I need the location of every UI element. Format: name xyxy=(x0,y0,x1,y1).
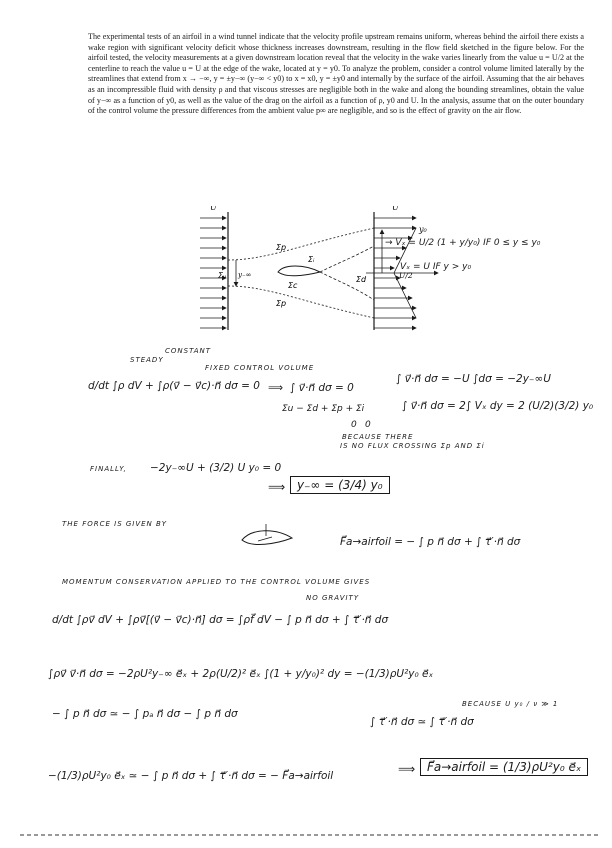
no-gravity-annotation: NO GRAVITY xyxy=(306,594,360,602)
label-sigma-u: Σᵤ xyxy=(218,271,227,280)
zero-term-b: 0 xyxy=(365,420,371,430)
momentum-flux-equation: ∫ρv⃗ v⃗·n⃗ dσ = −2ρU²y₋∞ e⃗ₓ + 2ρ(U/2)² e⃗ₓ ∫(1 + y/y₀)² dy = −(1/3)ρU²y₀ e⃗ₓ xyxy=(48,668,434,680)
constant-annotation: CONSTANT xyxy=(165,347,212,355)
because-note-2: IS NO FLUX CROSSING Σp AND Σi xyxy=(340,442,485,450)
label-y-minus-inf: y₋∞ xyxy=(238,271,252,279)
momentum-label: MOMENTUM CONSERVATION APPLIED TO THE CONTROL VOLUME GIVES xyxy=(62,578,371,586)
steady-annotation: STEADY xyxy=(130,356,164,364)
because-note-1: BECAUSE THERE xyxy=(342,433,414,441)
pressure-equation: − ∫ p n⃗ dσ ≃ − ∫ pₐ n⃗ dσ − ∫ p n⃗ dσ xyxy=(52,708,238,720)
force-label: THE FORCE IS GIVEN BY xyxy=(62,520,167,528)
velocity-profile-outer: Vₓ = U IF y > y₀ xyxy=(400,262,472,272)
wake-boundary xyxy=(320,246,374,300)
mass-conservation-equation: d/dt ∫ρ dV + ∫ρ(v⃗ − v⃗c)·n⃗ dσ = 0 xyxy=(88,380,260,392)
drag-result: F⃗a→airfoil = (1/3)ρU²y₀ e⃗ₓ xyxy=(420,758,588,776)
finally-label: FINALLY, xyxy=(90,465,127,473)
velocity-profile-wake: → Vₓ = U/2 (1 + y/y₀) IF 0 ≤ y ≤ y₀ xyxy=(385,238,541,248)
finally-equation: −2y₋∞U + (3/2) U y₀ = 0 xyxy=(150,462,282,474)
scan-artifact-line xyxy=(0,828,612,842)
force-equation: F⃗a→airfoil = − ∫ p n⃗ dσ + ∫ τ⃗′·n⃗ dσ xyxy=(340,536,521,548)
upstream-flux-equation: ∫ v⃗·n⃗ dσ = −U ∫dσ = −2y₋∞U xyxy=(396,373,551,385)
label-y0: y₀ xyxy=(419,225,427,234)
final-momentum-equation: −(1/3)ρU²y₀ e⃗ₓ ≃ − ∫ p n⃗ dσ + ∫ τ⃗′·n⃗ dσ = − F⃗a→airfoil xyxy=(48,770,334,782)
label-U-right: U xyxy=(392,206,399,212)
label-sigma-c: Σc xyxy=(288,281,298,290)
label-sigma-p-bottom: Σp xyxy=(276,299,287,308)
label-sigma-i: Σᵢ xyxy=(308,255,315,264)
downstream-flux-equation: ∫ v⃗·n⃗ dσ = 2∫ Vₓ dy = 2 (U/2)(3/2) y₀ xyxy=(402,400,594,412)
implies-arrow-1: ⟹ xyxy=(268,382,284,394)
label-sigma-p-top: Σp xyxy=(276,243,287,252)
result-y-minus-inf: y₋∞ = (3/4) y₀ xyxy=(290,476,390,494)
fixed-cv-annotation: FIXED CONTROL VOLUME xyxy=(205,364,315,372)
mass-surfaces: Σu − Σd + Σp + Σi xyxy=(282,404,365,414)
airfoil xyxy=(278,266,320,276)
zero-term-a: 0 xyxy=(351,420,357,430)
problem-statement: The experimental tests of an airfoil in a wind tunnel indicate that the velocity profile upstream remains uniform, whereas behind the airfoil there exists a wake region with significant velocity deficit whose thickness increases downstream, resulting in the flow field sketched in the figure below. For the airfoil tested, the velocity measurements at a given downstream location reveal that the velocity in the wake varies linearly from the value u = U/2 at the centerline to reach the value u = U at the edge of the wake, located at y = y0. To analyze the problem, consider a control volume limited laterally by the streamlines that extend from x → −∞, y = ±y−∞ (y−∞ < y0) to x = x0, y = ±y0 and internally by the surface of the airfoil. Assuming that the air behaves as an incompressible fluid with density ρ and that viscous stresses are negligible both in the wake and along the bounding streamlines, obtain the value of y−∞ as a function of y0, as well as the value of the drag on the airfoil as a function of ρ, y0 and U. In the analysis, assume that on the outer boundary of the control volume the pressure differences from the ambient value p∞ are negligible, and so is the effect of gravity on the air flow. xyxy=(88,32,584,116)
because-reynolds: BECAUSE U y₀ / ν ≫ 1 xyxy=(462,700,559,708)
label-U-left: U xyxy=(210,206,217,212)
label-U-half: U/2 xyxy=(399,271,413,280)
airfoil-sketch xyxy=(236,522,296,554)
viscous-equation: ∫ τ⃗′·n⃗ dσ ≃ ∫ τ⃗′·n⃗ dσ xyxy=(370,716,474,728)
implies-arrow-3: ⟹ xyxy=(398,762,416,776)
label-sigma-d: Σd xyxy=(356,275,367,284)
momentum-equation: d/dt ∫ρv⃗ dV + ∫ρv⃗[(v⃗ − v⃗c)·n⃗] dσ = ∫ρf⃗ dV − ∫ p n⃗ dσ + ∫ τ⃗′·n⃗ dσ xyxy=(52,614,389,626)
implies-arrow-2: ⟹ xyxy=(268,480,286,494)
mass-reduced-equation: ∫ v⃗·n⃗ dσ = 0 xyxy=(290,382,354,394)
